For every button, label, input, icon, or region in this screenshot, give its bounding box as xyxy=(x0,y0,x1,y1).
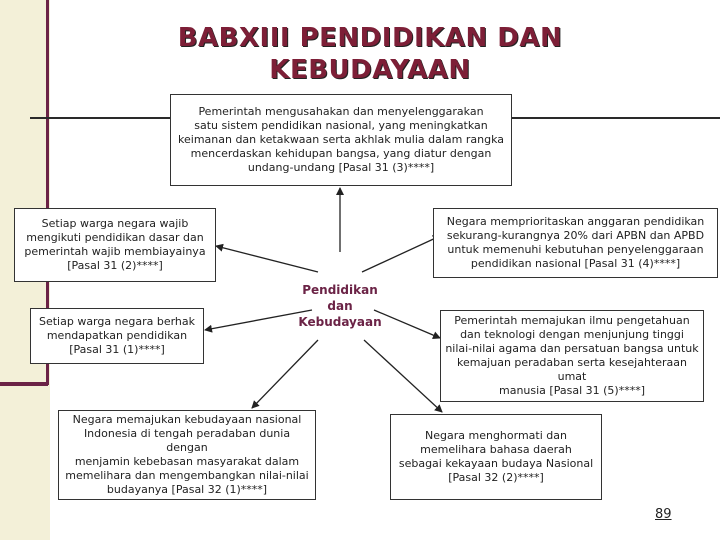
box-bottom-right-text: Negara menghormati dan memelihara bahasa daerah sebagai kekayaan budaya Nasional [Pasal 32 (2)****] xyxy=(398,429,594,484)
box-right-upper xyxy=(433,208,718,278)
arrow-to-left-upper xyxy=(216,246,318,272)
arrow-to-right-upper xyxy=(362,236,440,272)
box-bottom-left-text: Negara memajukan kebudayaan nasional Indonesia di tengah peradaban dunia dengan menjamin kebebasan masyarakat dalam memelihara dan mengembangkan nilai-nilai budayanya [Pasal 32 (1)****] xyxy=(65,413,309,496)
box-right-lower-text: Pemerintah memajukan ilmu pengetahuan dan teknologi dengan menjunjung tinggi nilai-nilai agama dan persatuan bangsa untuk kemajuan peradaban serta kesejahteraan umat manusia [Pasal 31 (5)****] xyxy=(445,314,699,397)
arrow-to-bottom-left xyxy=(252,340,318,408)
arrow-to-bottom-right xyxy=(364,340,442,412)
page-number: 89 xyxy=(655,507,672,522)
box-left-lower xyxy=(30,308,204,364)
center-label: Pendidikan dan Kebudayaan xyxy=(298,283,382,329)
box-left-lower-text: Setiap warga negara berhak mendapatkan pendidikan [Pasal 31 (1)****] xyxy=(38,315,195,356)
box-right-lower xyxy=(440,310,704,402)
box-top xyxy=(170,94,512,186)
box-right-upper-text: Negara memprioritaskan anggaran pendidikan sekurang-kurangnya 20% dari APBN dan APBD untuk memenuhi kebutuhan penyelenggaraan pendidikan nasional [Pasal 31 (4)****] xyxy=(446,215,705,270)
box-left-upper xyxy=(14,208,216,282)
box-left-upper-text: Setiap warga negara wajib mengikuti pendidikan dasar dan pemerintah wajib membiayainya [Pasal 31 (2)****] xyxy=(24,217,206,272)
box-bottom-right xyxy=(390,414,602,500)
box-top-text: Pemerintah mengusahakan dan menyelenggarakan satu sistem pendidikan nasional, yang meningkatkan keimanan dan ketakwaan serta akhlak mulia dalam rangka mencerdaskan kehidupan bangsa, yang diatur dengan undang-undang [Pasal 31 (3)****] xyxy=(178,105,504,174)
box-bottom-left xyxy=(58,410,316,500)
page-title-text: BABXIII PENDIDIKAN DAN KEBUDAYAAN xyxy=(177,23,563,85)
